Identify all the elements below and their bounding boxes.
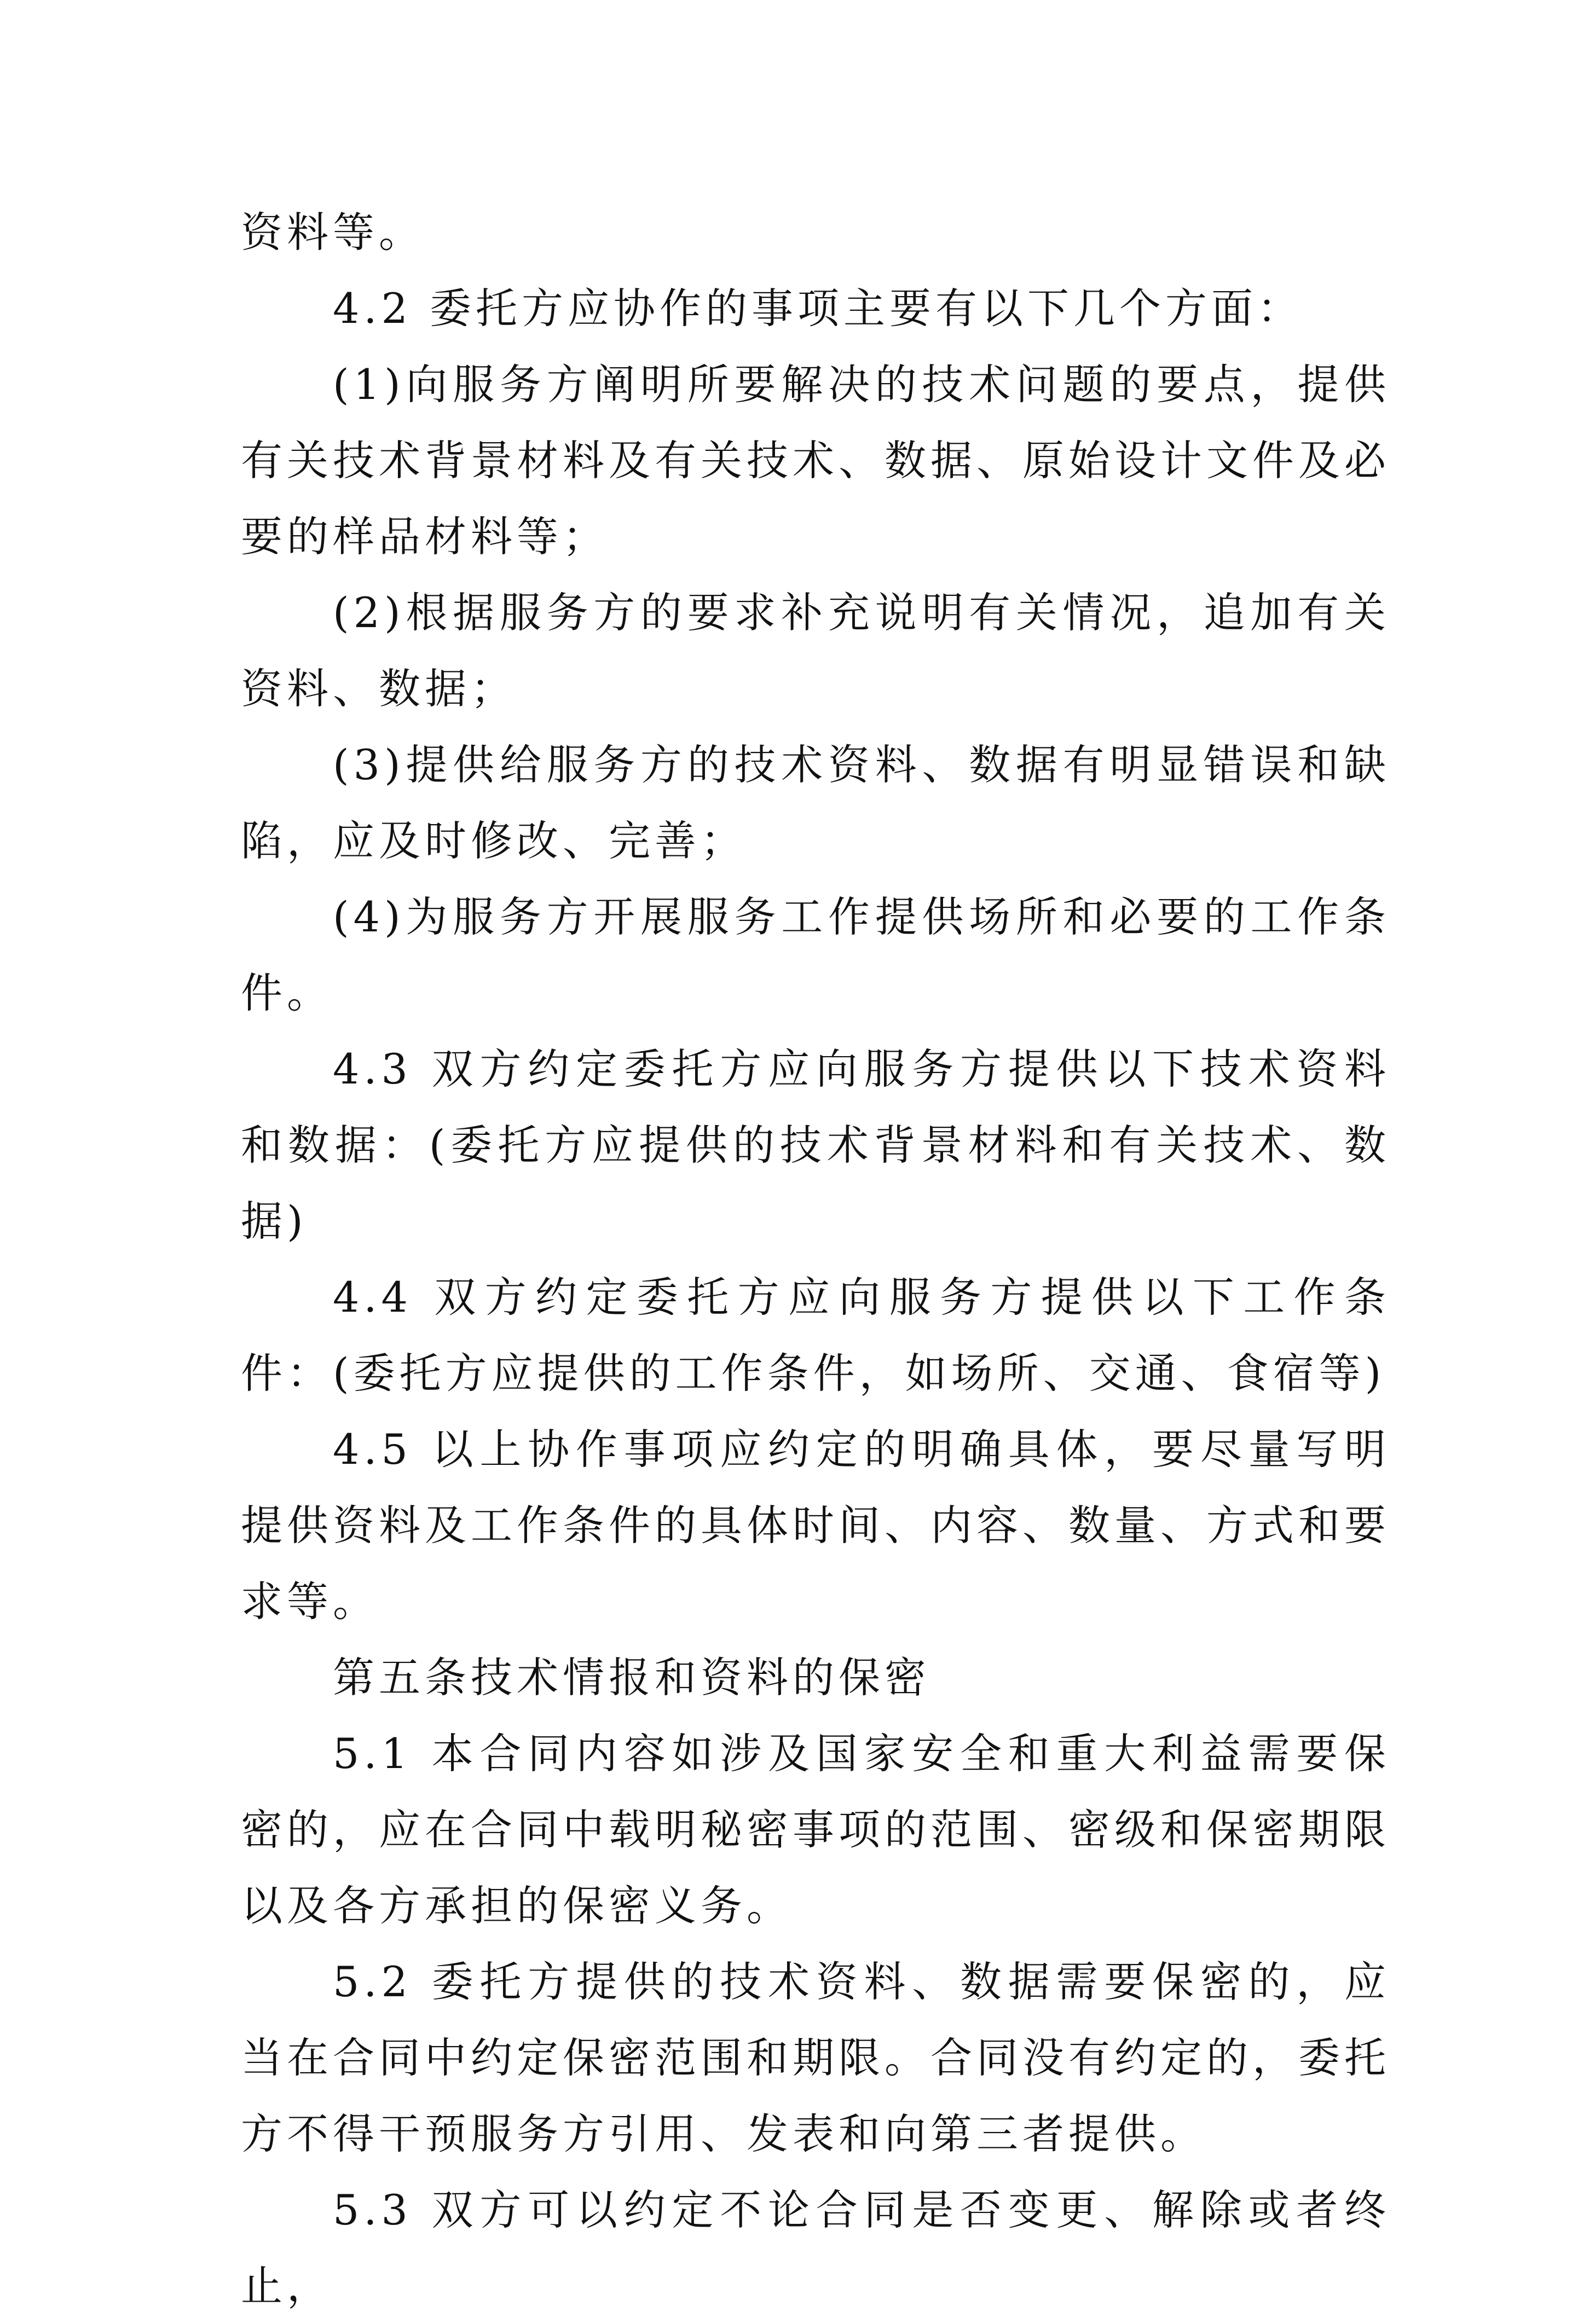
paragraph-3: (2)根据服务方的要求补充说明有关情况，追加有关资料、数据；: [241, 588, 1390, 713]
document-body: [241, 194, 1390, 2324]
paragraph-5: (4)为服务方开展服务工作提供场所和必要的工作条件。: [241, 892, 1390, 1017]
paragraph-11: 5.2 委托方提供的技术资料、数据需要保密的，应当在合同中约定保密范围和期限。合同没有约定的，委托方不得干预服务方引用、发表和向第三者提供。: [241, 1957, 1390, 2158]
paragraph-4: (3)提供给服务方的技术资料、数据有明显错误和缺陷，应及时修改、完善；: [241, 740, 1390, 865]
paragraph-7: 4.4 双方约定委托方应向服务方提供以下工作条件：(委托方应提供的工作条件，如场所、交通、食宿等): [241, 1273, 1390, 1398]
paragraph-1: 4.2 委托方应协作的事项主要有以下几个方面：: [333, 284, 1304, 333]
paragraph-12: 5.3 双方可以约定不论合同是否变更、解除或者终止，: [241, 2186, 1390, 2310]
paragraph-2: (1)向服务方阐明所要解决的技术问题的要点，提供有关技术背景材料及有关技术、数据、原始设计文件及必要的样品材料等；: [241, 360, 1390, 561]
section-heading: 第五条技术情报和资料的保密: [333, 1653, 930, 1702]
paragraph-6: 4.3 双方约定委托方应向服务方提供以下技术资料和数据：(委托方应提供的技术背景材料和有关技术、数据): [241, 1045, 1390, 1245]
paragraph-8: 4.5 以上协作事项应约定的明确具体，要尽量写明提供资料及工作条件的具体时间、内容、数量、方式和要求等。: [241, 1425, 1390, 1626]
paragraph-0: 资料等。: [241, 208, 425, 257]
paragraph-10: 5.1 本合同内容如涉及国家安全和重大利益需要保密的，应在合同中载明秘密事项的范围、密级和保密期限以及各方承担的保密义务。: [241, 1729, 1390, 1930]
